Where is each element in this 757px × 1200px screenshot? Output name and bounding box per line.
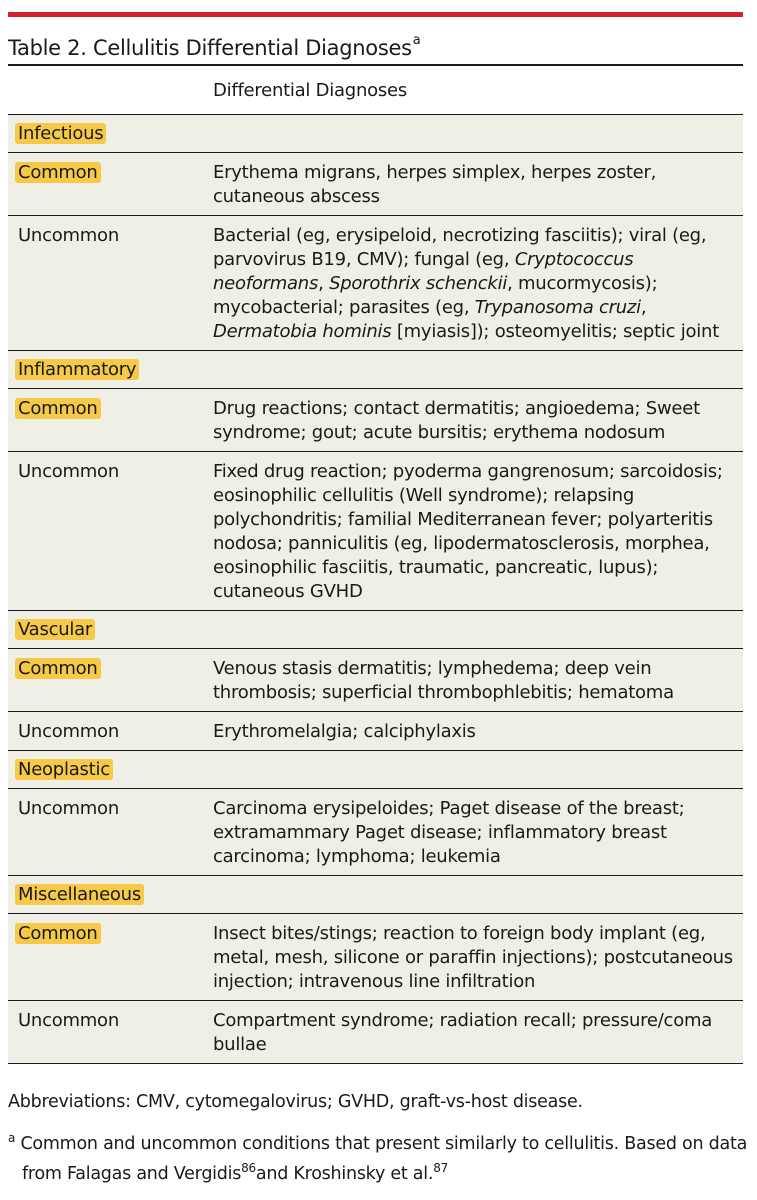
column-header-differential: Differential Diagnoses (213, 80, 407, 101)
footnote (8, 1126, 748, 1186)
footnote-text-2: and Kroshinsky et al. (255, 1163, 434, 1184)
section-row-neoplastic (8, 751, 743, 789)
frequency-label: Uncommon (18, 1010, 119, 1031)
section-label: Neoplastic (15, 759, 113, 780)
footnote-ref: 86 (241, 1160, 256, 1175)
top-accent-rule (8, 12, 743, 17)
diagnoses-cell: Venous stasis dermatitis; lymphedema; deep vein thrombosis; superficial thrombophlebitis; hematoma (213, 658, 674, 703)
section-label: Miscellaneous (15, 884, 144, 905)
differential-table (8, 64, 743, 1064)
footnote-text: Common and uncommon conditions that present similarly to cellulitis. Based on data from Falagas and Vergidis (20, 1133, 748, 1184)
frequency-label: Common (15, 162, 101, 183)
diagnoses-cell: Compartment syndrome; radiation recall; pressure/coma bullae (213, 1010, 713, 1055)
table-row (8, 389, 743, 452)
diagnoses-cell: Erythromelalgia; calciphylaxis (213, 721, 476, 742)
diagnoses-cell: Carcinoma erysipeloides; Paget disease of the breast; extramammary Paget disease; inflammatory breast carcinoma; lymphoma; leukemia (213, 798, 685, 867)
diagnoses-cell: Drug reactions; contact dermatitis; angioedema; Sweet syndrome; gout; acute bursitis; erythema nodosum (213, 398, 700, 443)
table-row (8, 153, 743, 216)
footnote-ref: 87 (433, 1160, 448, 1175)
frequency-label: Common (15, 923, 101, 944)
table-row (8, 914, 743, 1001)
footnote-marker: a (8, 1131, 16, 1145)
table-row (8, 452, 743, 611)
diagnoses-cell: Erythema migrans, herpes simplex, herpes zoster, cutaneous abscess (213, 162, 657, 207)
table-title-superscript: a (412, 33, 421, 48)
table-row (8, 1001, 743, 1063)
abbreviations-note: Abbreviations: CMV, cytomegalovirus; GVHD, graft-vs-host disease. (8, 1092, 583, 1112)
table-row (8, 789, 743, 876)
frequency-label: Uncommon (18, 461, 119, 482)
frequency-label: Uncommon (18, 721, 119, 742)
table-row (8, 216, 743, 351)
frequency-label: Common (15, 658, 101, 679)
section-row-miscellaneous (8, 876, 743, 914)
frequency-label: Common (15, 398, 101, 419)
frequency-label: Uncommon (18, 798, 119, 819)
table-title-text: Table 2. Cellulitis Differential Diagnoses (8, 36, 412, 60)
section-row-inflammatory (8, 351, 743, 389)
diagnoses-cell: Insect bites/stings; reaction to foreign body implant (eg, metal, mesh, silicone or paraffin injections); postcutaneous injection; intravenous line infiltration (213, 923, 733, 992)
frequency-label: Uncommon (18, 225, 119, 246)
diagnoses-cell: Bacterial (eg, erysipeloid, necrotizing fasciitis); viral (eg, parvovirus B19, CMV); fungal (eg, Cryptococcus neoformans, Sporothrix schenckii, mucormycosis); mycobacterial; parasites (eg, Trypanosoma cruzi, Dermatobia hominis [myiasis]); osteomyelitis; septic joint (213, 225, 720, 342)
table-row (8, 712, 743, 751)
section-label: Infectious (15, 123, 106, 144)
table-row (8, 649, 743, 712)
section-label: Vascular (15, 619, 95, 640)
section-row-infectious (8, 115, 743, 153)
table-header-row (8, 66, 743, 115)
table-title (8, 24, 743, 64)
section-row-vascular (8, 611, 743, 649)
section-label: Inflammatory (15, 359, 139, 380)
diagnoses-cell: Fixed drug reaction; pyoderma gangrenosum; sarcoidosis; eosinophilic cellulitis (Well syndrome); relapsing polychondritis; familial Mediterranean fever; polyarteritis nodosa; panniculitis (eg, lipodermatosclerosis, morphea, eosinophilic fasciitis, traumatic, pancreatic, lupus); cutaneous GVHD (213, 461, 723, 602)
